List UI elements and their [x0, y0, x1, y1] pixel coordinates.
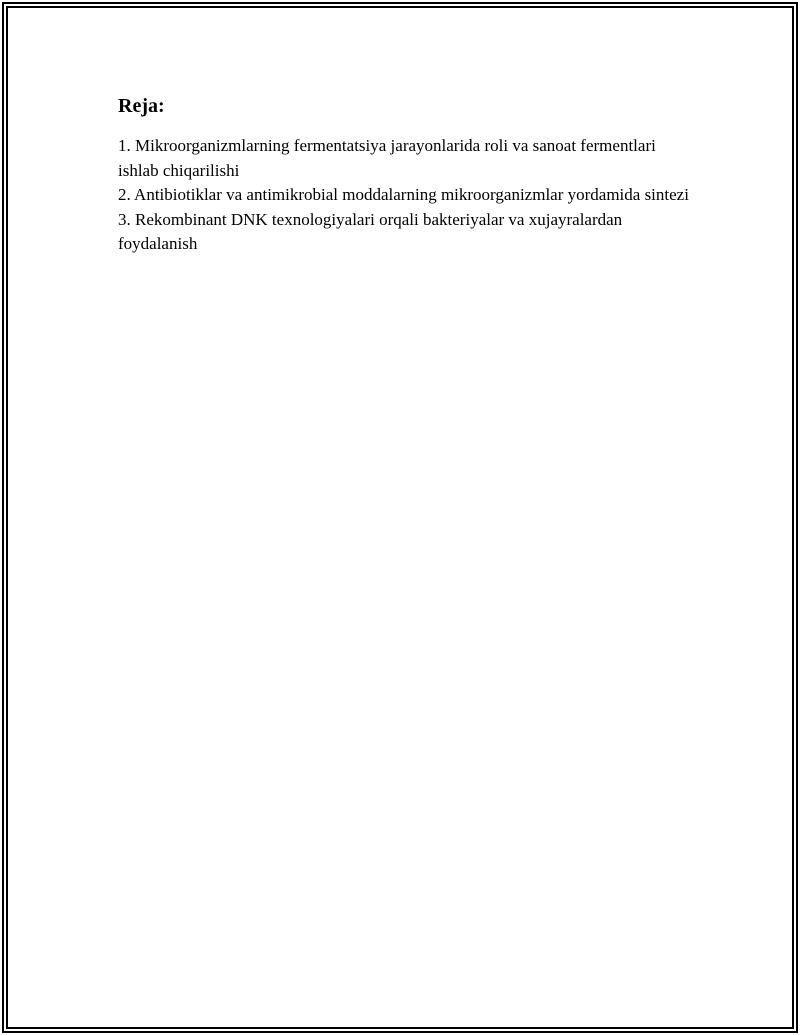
- document-content: [118, 94, 698, 257]
- plan-heading: Reja:: [118, 95, 165, 117]
- plan-item-2: 2. Antibiotiklar va antimikrobial moddalarning mikroorganizmlar yordamida sintezi: [118, 185, 689, 204]
- plan-item-1: 1. Mikroorganizmlarning fermentatsiya jarayonlarida roli va sanoat fermentlari ishlab chiqarilishi: [118, 136, 656, 180]
- plan-item-3: 3. Rekombinant DNK texnologiyalari orqali bakteriyalar va xujayralardan foydalanish: [118, 209, 623, 253]
- plan-list: [118, 134, 698, 257]
